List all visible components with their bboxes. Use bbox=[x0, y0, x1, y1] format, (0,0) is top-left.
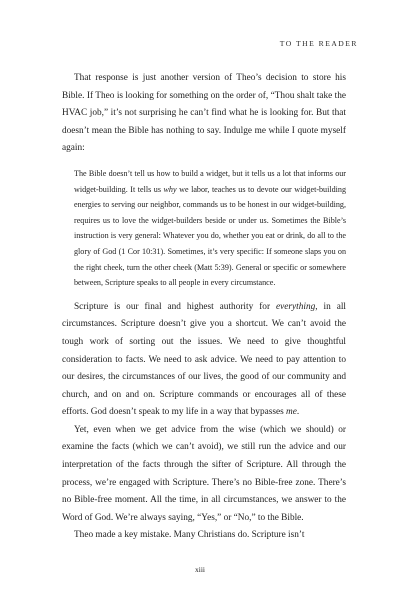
body-text bbox=[62, 70, 346, 545]
p2-text-b: , in all circumstances. Scripture doesn’t give you a shortcut. We can’t avoid the tough work of sorting out the issues. We need to give thoughtful consideration to facts. We need to ask advice. We need to pay attention to our desires, the circumstances of our lives, the good of our community and church, and on and on. Scripture commands or encourages all of these efforts. God doesn’t speak to my life in a way that bypasses bbox=[62, 301, 346, 418]
p2-text-c: . bbox=[296, 407, 300, 418]
paragraph-4: Theo made a key mistake. Many Christians do. Scripture isn’t bbox=[74, 530, 305, 541]
page-number: xiii bbox=[194, 565, 205, 574]
paragraph-3: Yet, even when we get advice from the wise (which we should) or examine the facts (which we can’t avoid), we still run the advice and our interpretation of the facts through the sifter of Scripture. All through the process, we’re engaged with Scripture. There’s no Bible-free zone. There’s no Bible-free moment. All the time, in all circumstances, we answer to the Word of God. We’re always saying, “Yes,” or “No,” to the Bible. bbox=[62, 424, 346, 523]
quote-text-b: we labor, teaches us to devote our widget-building energies to serving our neighbor, commands us to be honest in our widget-building, requires us to love the widget-builders beside or under us. Sometimes the Bible’s instruction is very general: Whatever you do, whether you eat or drink, do all to the glory of God (1 Cor 10:31). Sometimes, it’s very specific: If someone slaps you on the right cheek, turn the other cheek (Matt 5:39). General or specific or somewhere between, Scripture speaks to all people in every circumstance. bbox=[74, 184, 346, 288]
p2-emphasis: everything bbox=[276, 301, 316, 312]
paragraph-2 bbox=[62, 299, 346, 422]
block-quote-text bbox=[74, 166, 346, 291]
paragraph-1: That response is just another version of Theo’s decision to store his Bible. If Theo is looking for something on the order of, “Thou shalt take the HVAC job,” it’s not surprising he can’t find what he is looking for. But that doesn’t mean the Bible has nothing to say. Indulge me while I quote myself again: bbox=[62, 73, 346, 154]
quote-emphasis: why bbox=[163, 184, 177, 194]
p2-text-a: Scripture is our final and highest authority for bbox=[74, 301, 276, 312]
running-head: TO THE READER bbox=[279, 39, 358, 48]
block-quote bbox=[74, 166, 346, 291]
p2-emphasis-2: me bbox=[286, 407, 297, 418]
quote-text-a: The Bible doesn’t tell us how to build a widget, but it tells us a lot that informs our widget-building. It tells us bbox=[74, 168, 346, 194]
